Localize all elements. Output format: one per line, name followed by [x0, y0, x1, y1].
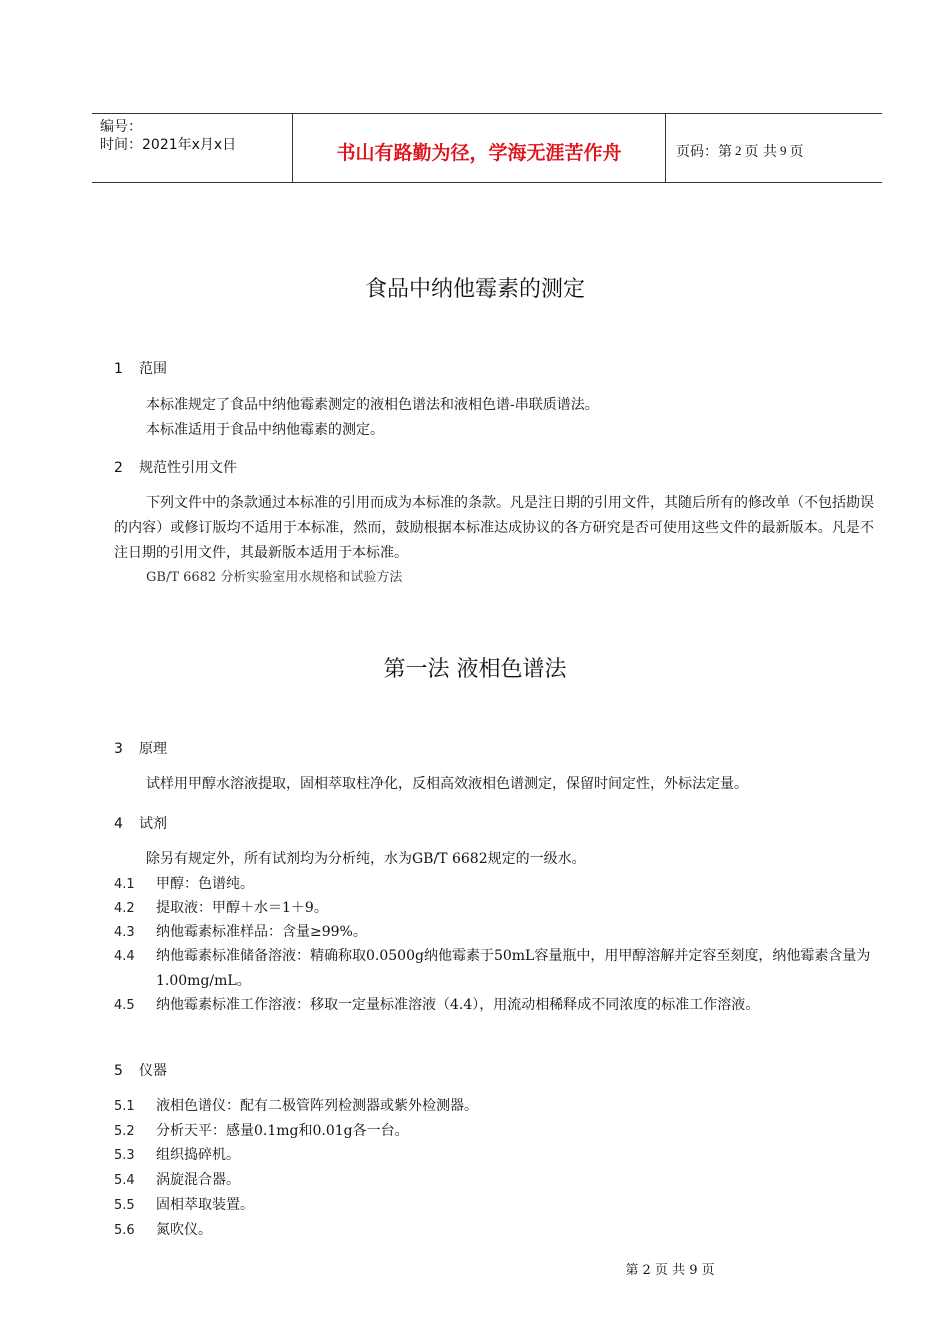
list-item — [114, 944, 874, 994]
section-number: 4 — [114, 816, 123, 832]
header-motto: 书山有路勤为径，学海无涯苦作舟 — [293, 114, 666, 182]
item-text: 组织捣碎机。 — [156, 1147, 240, 1163]
list-item — [114, 1119, 874, 1144]
item-number: 4.3 — [114, 925, 135, 940]
item-text: 甲醇：色谱纯。 — [156, 876, 254, 892]
item-text: 纳他霉素标准样品：含量≥99%。 — [156, 924, 367, 940]
list-item — [114, 872, 874, 897]
header-page-end: 页 — [789, 144, 804, 160]
list-item — [114, 920, 874, 945]
header-page-total: 9 — [779, 143, 787, 158]
item-text: 氮吹仪。 — [156, 1222, 212, 1238]
section-title: 试剂 — [139, 816, 167, 832]
section-title: 范围 — [139, 361, 167, 377]
paragraph: 本标准规定了食品中纳他霉素测定的液相色谱法和液相色谱-串联质谱法。 — [146, 397, 599, 413]
list-item — [114, 896, 874, 921]
header-page-info — [666, 114, 882, 182]
section-heading-scope — [114, 358, 167, 378]
item-text: 纳他霉素标准储备溶液：精确称取0.0500g纳他霉素于50mL容量瓶中，用甲醇溶解并定容至刻度，纳他霉素含量为1.00mg/mL。 — [156, 948, 871, 989]
paragraph: 下列文件中的条款通过本标准的引用而成为本标准的条款。凡是注日期的引用文件，其随后所有的修改单（不包括勘误的内容）或修订版均不适用于本标准，然而，鼓励根据本标准达成协议的各方研究是否可使用这些文件的最新版本。凡是不注日期的引用文件，其最新版本适用于本标准。 — [114, 495, 874, 561]
header-number-label: 编号： — [100, 119, 142, 135]
paragraph: 本标准适用于食品中纳他霉素的测定。 — [146, 422, 384, 438]
section-number: 5 — [114, 1063, 123, 1079]
list-item — [114, 1143, 874, 1168]
item-text: 纳他霉素标准工作溶液：移取一定量标准溶液（4.4），用流动相稀释成不同浓度的标准工作溶液。 — [156, 997, 760, 1013]
item-text: 液相色谱仪：配有二极管阵列检测器或紫外检测器。 — [156, 1098, 478, 1114]
item-number: 5.1 — [114, 1099, 135, 1114]
paragraph: 试样用甲醇水溶液提取，固相萃取柱净化，反相高效液相色谱测定，保留时间定性，外标法定量。 — [146, 776, 748, 792]
item-text: 提取液：甲醇＋水＝1＋9。 — [156, 900, 328, 916]
section-number: 3 — [114, 741, 123, 757]
header-page-current: 2 — [735, 143, 742, 158]
section-heading-reagents — [114, 813, 167, 833]
item-text: 固相萃取装置。 — [156, 1197, 254, 1213]
item-text: 涡旋混合器。 — [156, 1172, 240, 1188]
section-number: 1 — [114, 361, 123, 377]
item-number: 4.1 — [114, 877, 135, 892]
list-item — [114, 1218, 874, 1243]
item-number: 5.4 — [114, 1173, 135, 1188]
header-page-label: 页码：第 — [676, 144, 732, 160]
item-number: 5.2 — [114, 1124, 135, 1139]
section-heading-references — [114, 457, 237, 477]
section-title: 规范性引用文件 — [139, 460, 237, 476]
list-item — [114, 1193, 874, 1218]
section-heading-principle — [114, 738, 167, 758]
item-text: 分析天平：感量0.1mg和0.01g各一台。 — [156, 1123, 409, 1139]
reference-item: GB/T 6682 分析实验室用水规格和试验方法 — [146, 570, 403, 585]
method-title: 第一法 液相色谱法 — [383, 657, 567, 682]
header-meta — [92, 114, 293, 182]
page-footer: 第 2 页 共 9 页 — [625, 1263, 715, 1278]
item-number: 4.4 — [114, 949, 135, 964]
item-number: 4.2 — [114, 901, 135, 916]
list-item — [114, 1168, 874, 1193]
document-header — [92, 113, 882, 183]
section-number: 2 — [114, 460, 123, 476]
item-number: 5.5 — [114, 1198, 135, 1213]
item-number: 4.5 — [114, 998, 135, 1013]
section-title: 原理 — [139, 741, 167, 757]
item-number: 5.3 — [114, 1148, 135, 1163]
list-item — [114, 993, 874, 1018]
paragraph: 除另有规定外，所有试剂均为分析纯，水为GB/T 6682规定的一级水。 — [146, 851, 586, 867]
section-heading-instruments — [114, 1060, 167, 1080]
list-item — [114, 1094, 874, 1119]
section-title: 仪器 — [139, 1063, 167, 1079]
document-title: 食品中纳他霉素的测定 — [364, 277, 585, 302]
header-time-label: 时间：2021年x月x日 — [100, 137, 237, 153]
item-number: 5.6 — [114, 1223, 135, 1238]
header-page-mid: 页 共 — [744, 144, 777, 160]
